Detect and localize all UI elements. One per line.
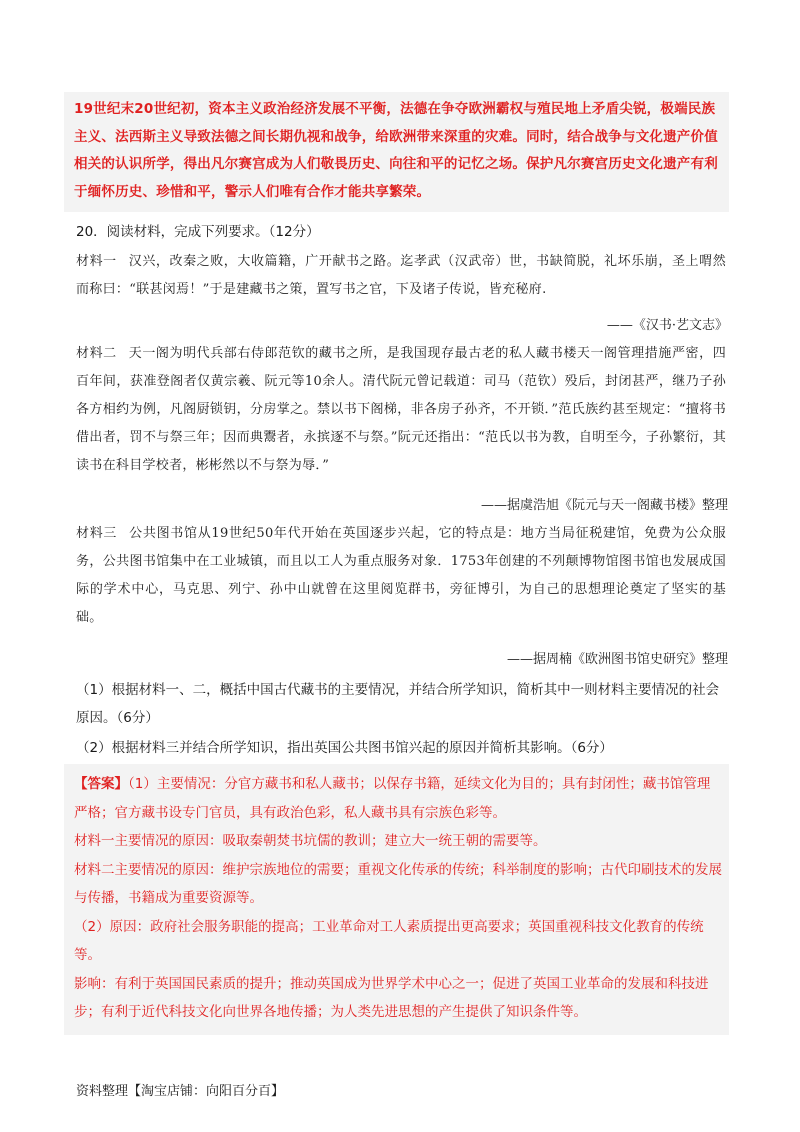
material-3-source: ——据周楠《欧洲图书馆史研究》整理 — [506, 652, 728, 667]
answer-block — [64, 764, 729, 1035]
answer-tag: 【答案】 — [74, 776, 128, 792]
answer-paragraph-1 — [74, 770, 723, 827]
answer-paragraph-4: （2）原因：政府社会服务职能的提高；工业革命对工人素质提出更高要求；英国重视科技文化教育的传统等。 — [74, 918, 704, 963]
material-3-text: 公共图书馆从19世纪50年代开始在英国逐步兴起，它的特点是：地方当局征税建馆，免费为公众服务，公共图书馆集中在工业城镇，而且以工人为重点服务对象．1753年创建的不列颠博物馆图书馆也发展成国际的学术中心，马克思、列宁、孙中山就曾在这里阅览群书，旁征博引，为自己的思想理论奠定了坚实的基础。 — [76, 526, 726, 625]
previous-answer-text: 19世纪末20世纪初，资本主义政治经济发展不平衡，法德在争夺欧洲霸权与殖民地上矛盾尖锐，极端民族主义、法西斯主义导致法德之间长期仇视和战争，给欧洲带来深重的灾难。同时，结合战争与文化遗产价值相关的认识所学，得出凡尔赛宫成为人们敬畏历史、向往和平的记忆之场。保护凡尔赛宫历史文化遗产有利于缅怀历史、珍惜和平，警示人们唯有合作才能共享繁荣。 — [74, 101, 718, 200]
answer-paragraph-5: 影响：有利于英国国民素质的提升；推动英国成为世界学术中心之一；促进了英国工业革命的发展和科技进步；有利于近代科技文化向世界各地传播；为人类先进思想的产生提供了知识条件等。 — [74, 975, 709, 1020]
material-2-text: 天一阁为明代兵部右侍郎范钦的藏书之所，是我国现存最古老的私人藏书楼天一阁管理措施严密，四百年间，获准登阁者仅黄宗羲、阮元等10余人。清代阮元曾记载道：司马（范钦）殁后，封闭甚严，继乃子孙各方相约为例，凡阁厨锁钥，分房掌之。禁以书下阁梯，非各房子孙齐，不开锁．”范氏族约甚至规定：“擅将书借出者，罚不与祭三年；因而典鬻者，永摈逐不与祭。”阮元还指出：“范氏以书为教，自明至今，子孙繁衍，其读书在科目学校者，彬彬然以不与祭为辱．” — [76, 346, 727, 473]
material-2-label: 材料二 — [76, 346, 117, 361]
previous-answer-block — [64, 92, 729, 212]
answer-paragraph-2: 材料一主要情况的原因：吸取秦朝焚书坑儒的教训；建立大一统王朝的需要等。 — [74, 833, 547, 849]
question-title: 20．阅读材料，完成下列要求。（12分） — [76, 224, 320, 240]
footer-text: 资料整理【淘宝店铺：向阳百分百】 — [76, 1084, 285, 1099]
material-1 — [76, 248, 726, 304]
material-1-source: ——《汉书·艺文志》 — [606, 318, 728, 333]
answer-p1-text: （1）主要情况：分官方藏书和私人藏书；以保存书籍，延续文化为目的；具有封闭性；藏书馆管理严格；官方藏书设专门官员，具有政治色彩，私人藏书具有宗族色彩等。 — [74, 776, 711, 821]
sub-question-1: （1）根据材料一、二，概括中国古代藏书的主要情况，并结合所学知识，简析其中一则材料主要情况的社会原因。（6分） — [76, 682, 720, 726]
sub-question-2: （2）根据材料三并结合所学知识，指出英国公共图书馆兴起的原因并简析其影响。（6分） — [76, 740, 613, 756]
material-3 — [76, 520, 726, 632]
answer-paragraph-3: 材料二主要情况的原因：维护宗族地位的需要；重视文化传承的传统；科举制度的影响；古代印刷技术的发展与传播，书籍成为重要资源等。 — [74, 861, 722, 906]
material-1-text: 汉兴，改秦之败，大收篇籍，广开献书之路。迄孝武（汉武帝）世，书缺简脱，礼坏乐崩，圣上喟然而称曰：“联甚闵焉！”于是建藏书之策，置写书之官，下及诸子传说，皆充秘府. — [76, 254, 727, 297]
material-2 — [76, 340, 726, 480]
material-2-source: ——据虞浩旭《阮元与天一阁藏书楼》整理 — [480, 498, 728, 513]
material-3-label: 材料三 — [76, 526, 118, 541]
material-1-label: 材料一 — [76, 254, 117, 269]
